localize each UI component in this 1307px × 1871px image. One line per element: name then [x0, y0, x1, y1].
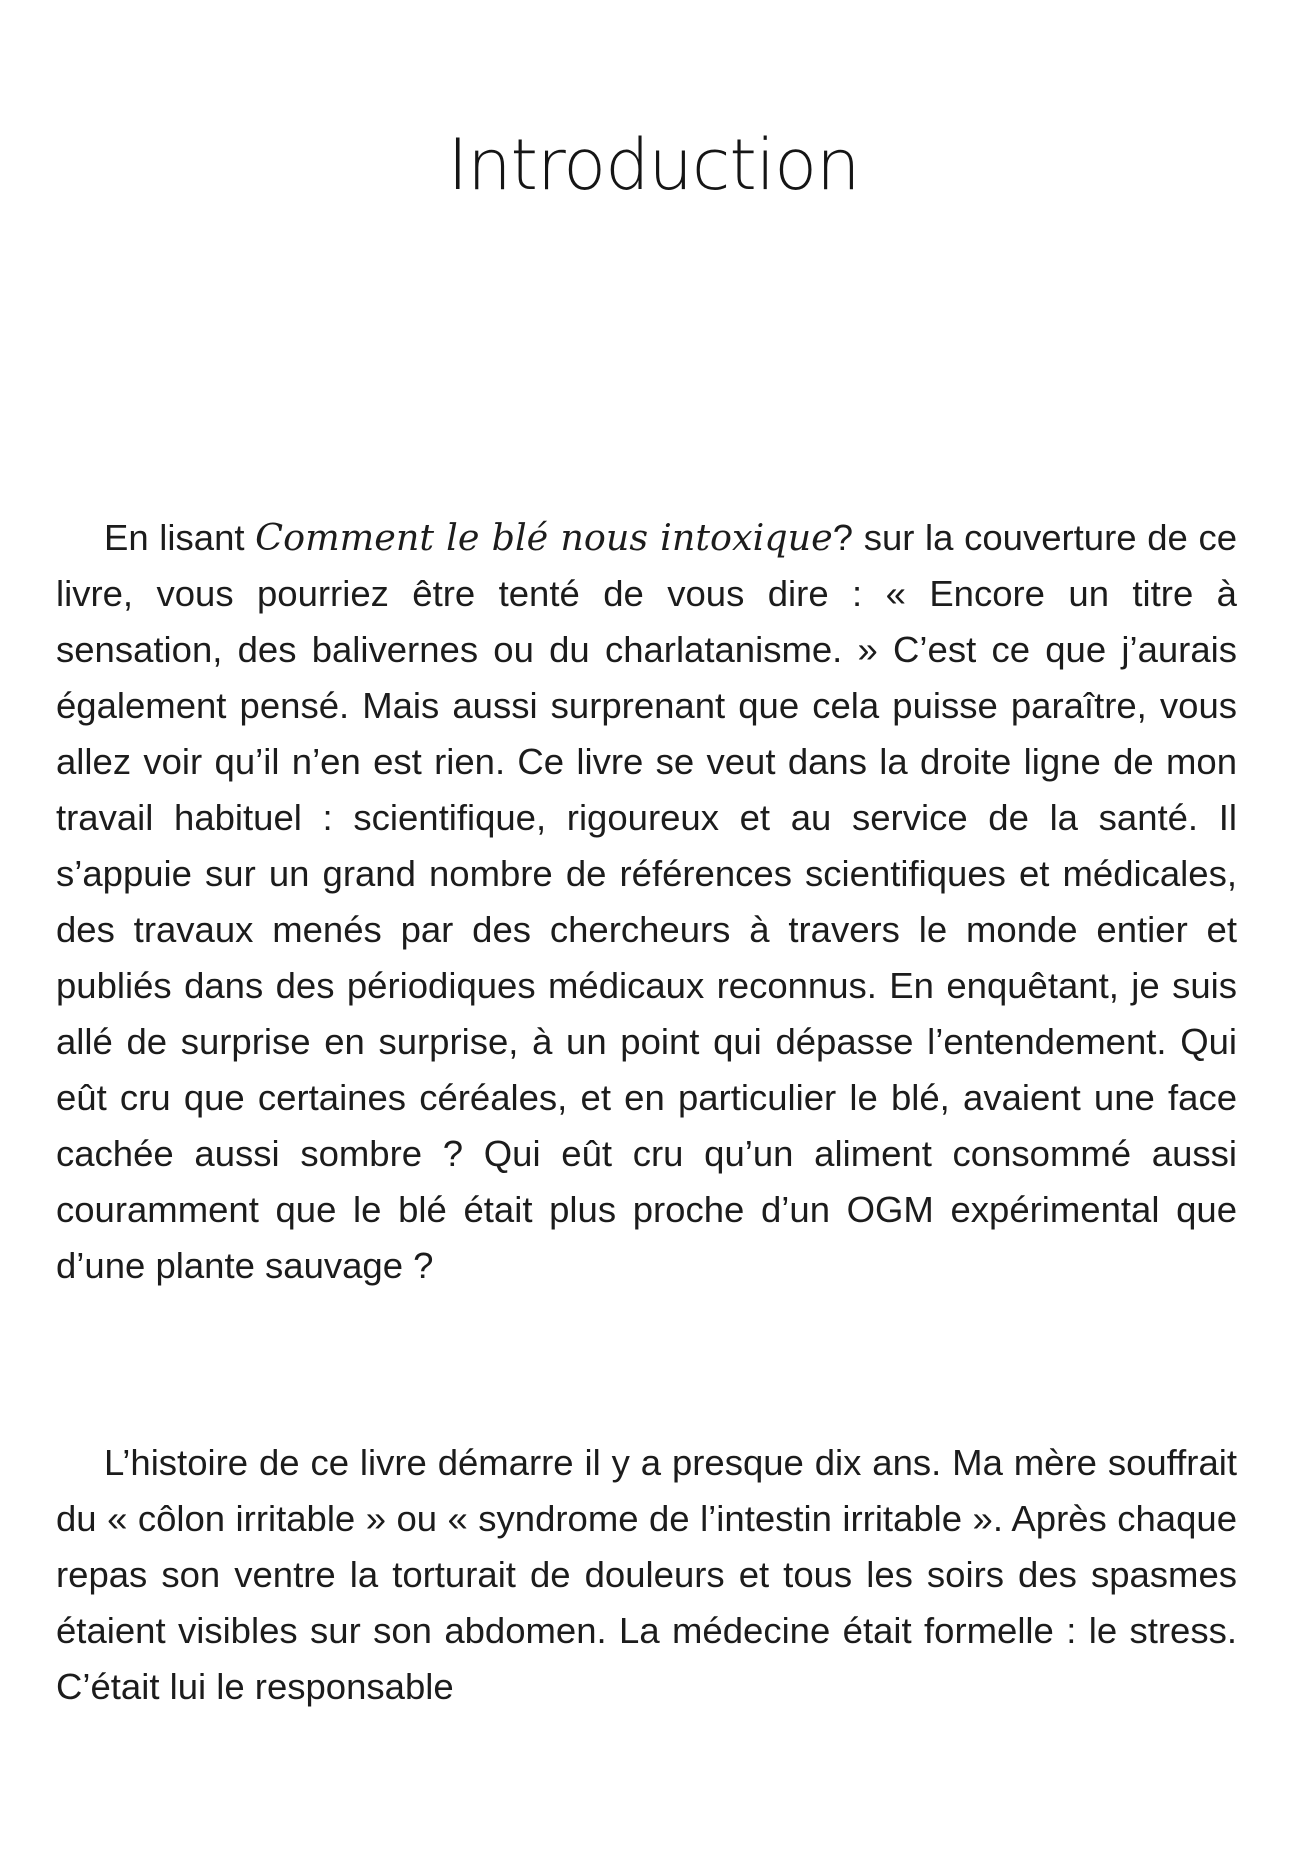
paragraph-2: L’histoire de ce livre démarre il y a presque dix ans. Ma mère souffrait du « côlon irritable » ou « syndrome de l’intestin irritable ». Après chaque repas son ventre la torturait de douleurs et tous les soirs des spasmes étaient visibles sur son abdomen. La médecine était formelle : le stress. C’était lui le responsable: [56, 1442, 1237, 1707]
paragraph-1-intro: En lisant: [104, 517, 256, 558]
book-title: Comment le blé nous intoxique: [255, 516, 833, 559]
paragraph-1-text: ? sur la couverture de ce livre, vous pourriez être tenté de vous dire : « Encore un titre à sensation, des balivernes ou du charlatanisme. » C’est ce que j’aurais également pensé. Mais aussi surprenant que cela puisse paraître, vous allez voir qu’il n’en est rien. Ce livre se veut dans la droite ligne de mon travail habituel : scientifique, rigoureux et au service de la santé. Il s’appuie sur un grand nombre de références scientifiques et médicales, des travaux menés par des chercheurs à travers le monde entier et publiés dans des périodiques médicaux reconnus. En enquêtant, je suis allé de surprise en surprise, à un point qui dépasse l’entendement. Qui eût cru que certaines céréales, et en particulier le blé, avaient une face cachée aussi sombre ? Qui eût cru qu’un aliment consommé aussi couramment que le blé était plus proche d’un OGM expérimental que d’une plante sauvage ?: [56, 517, 1238, 1286]
paragraph-1: [56, 510, 1237, 1294]
chapter-title: Introduction: [447, 124, 860, 206]
